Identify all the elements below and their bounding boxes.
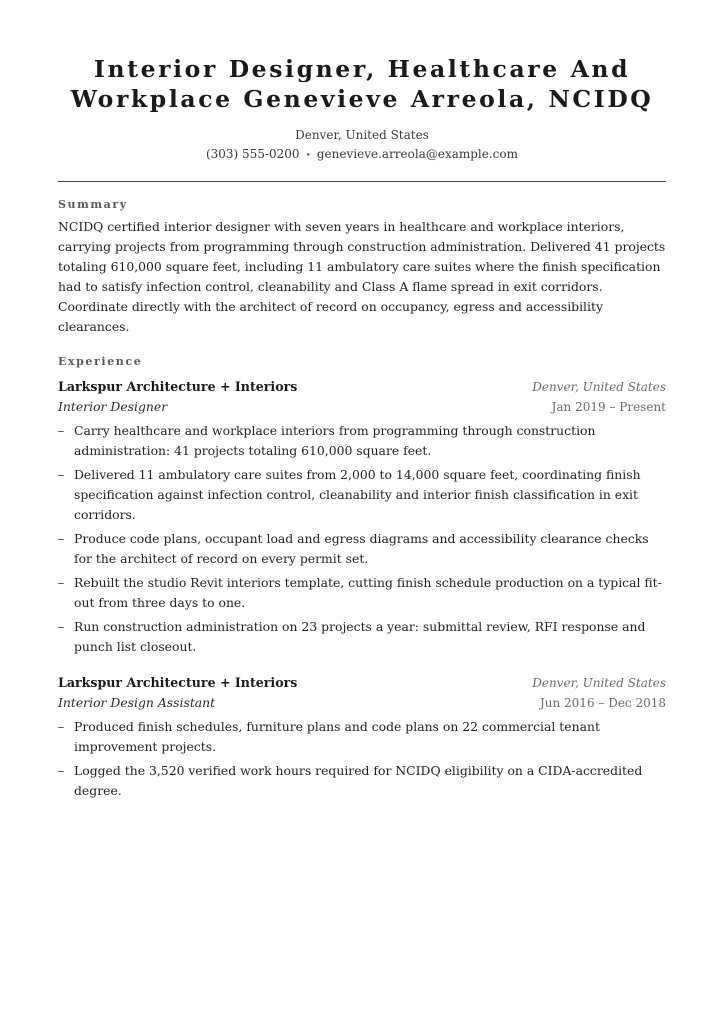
job-bullet: [58, 717, 666, 757]
bullet-dash: –: [58, 575, 65, 590]
job-bullet: [58, 465, 666, 525]
job-bullet: [58, 761, 666, 801]
summary-heading: Summary: [58, 198, 128, 211]
resume-header: [58, 0, 666, 166]
summary-text: NCIDQ certified interior designer with seven years in healthcare and workplace interiors, carrying projects from programming through construction administration. Delivered 41 projects totaling 610,000 square feet, including 11 ambulatory care suites where the finish specification had to satisfy infection control, cleanability and Class A flame spread in exit corridors. Coordinate directly with the architect of record on occupancy, egress and accessibility clearances.: [58, 219, 666, 334]
header-divider: [58, 181, 666, 182]
email-address: genevieve.arreola@example.com: [316, 147, 519, 161]
candidate-name: Interior Designer, Healthcare And Workplace Genevieve Arreola, NCIDQ: [70, 55, 654, 113]
bullet-dash: –: [58, 423, 65, 438]
experience-heading: Experience: [58, 355, 143, 368]
job-bullet: [58, 421, 666, 461]
job-bullets: [58, 421, 666, 657]
job-location: Denver, United States: [532, 676, 666, 690]
job-company: Larkspur Architecture + Interiors: [58, 379, 298, 394]
summary-section: [58, 198, 666, 337]
contact-separator: •: [305, 151, 311, 161]
bullet-text: Run construction administration on 23 projects a year: submittal review, RFI response and punch list closeout.: [74, 619, 646, 654]
job-entry: [58, 377, 666, 657]
bullet-text: Produce code plans, occupant load and egress diagrams and accessibility clearance checks for the architect of record on every permit set.: [74, 531, 649, 566]
job-dates: Jun 2016 – Dec 2018: [539, 696, 666, 710]
bullet-text: Produced finish schedules, furniture plans and code plans on 22 commercial tenant improvement projects.: [74, 719, 600, 754]
job-company: Larkspur Architecture + Interiors: [58, 675, 298, 690]
bullet-text: Logged the 3,520 verified work hours required for NCIDQ eligibility on a CIDA-accredited degree.: [74, 763, 643, 798]
job-role: Interior Designer: [58, 399, 168, 414]
job-entry: [58, 673, 666, 801]
job-role: Interior Design Assistant: [58, 695, 216, 710]
bullet-dash: –: [58, 719, 65, 734]
job-bullets: [58, 717, 666, 801]
job-location: Denver, United States: [532, 380, 666, 394]
job-bullet: [58, 529, 666, 569]
job-bullet: [58, 617, 666, 657]
bullet-dash: –: [58, 467, 65, 482]
phone-number: (303) 555-0200: [205, 147, 300, 161]
experience-section: [58, 355, 666, 801]
job-bullet: [58, 573, 666, 613]
bullet-dash: –: [58, 531, 65, 546]
job-dates: Jan 2019 – Present: [551, 400, 666, 414]
bullet-dash: –: [58, 763, 65, 778]
bullet-text: Delivered 11 ambulatory care suites from 2,000 to 14,000 square feet, coordinating finish specification against infection control, cleanability and interior finish classification in exit corridors.: [74, 467, 641, 522]
bullet-dash: –: [58, 619, 65, 634]
bullet-text: Rebuilt the studio Revit interiors template, cutting finish schedule production on a typical fit-out from three days to one.: [74, 575, 662, 610]
bullet-text: Carry healthcare and workplace interiors from programming through construction administration: 41 projects totaling 610,000 square feet.: [74, 423, 596, 458]
contact-line: [58, 144, 666, 166]
candidate-location: Denver, United States: [295, 128, 429, 142]
